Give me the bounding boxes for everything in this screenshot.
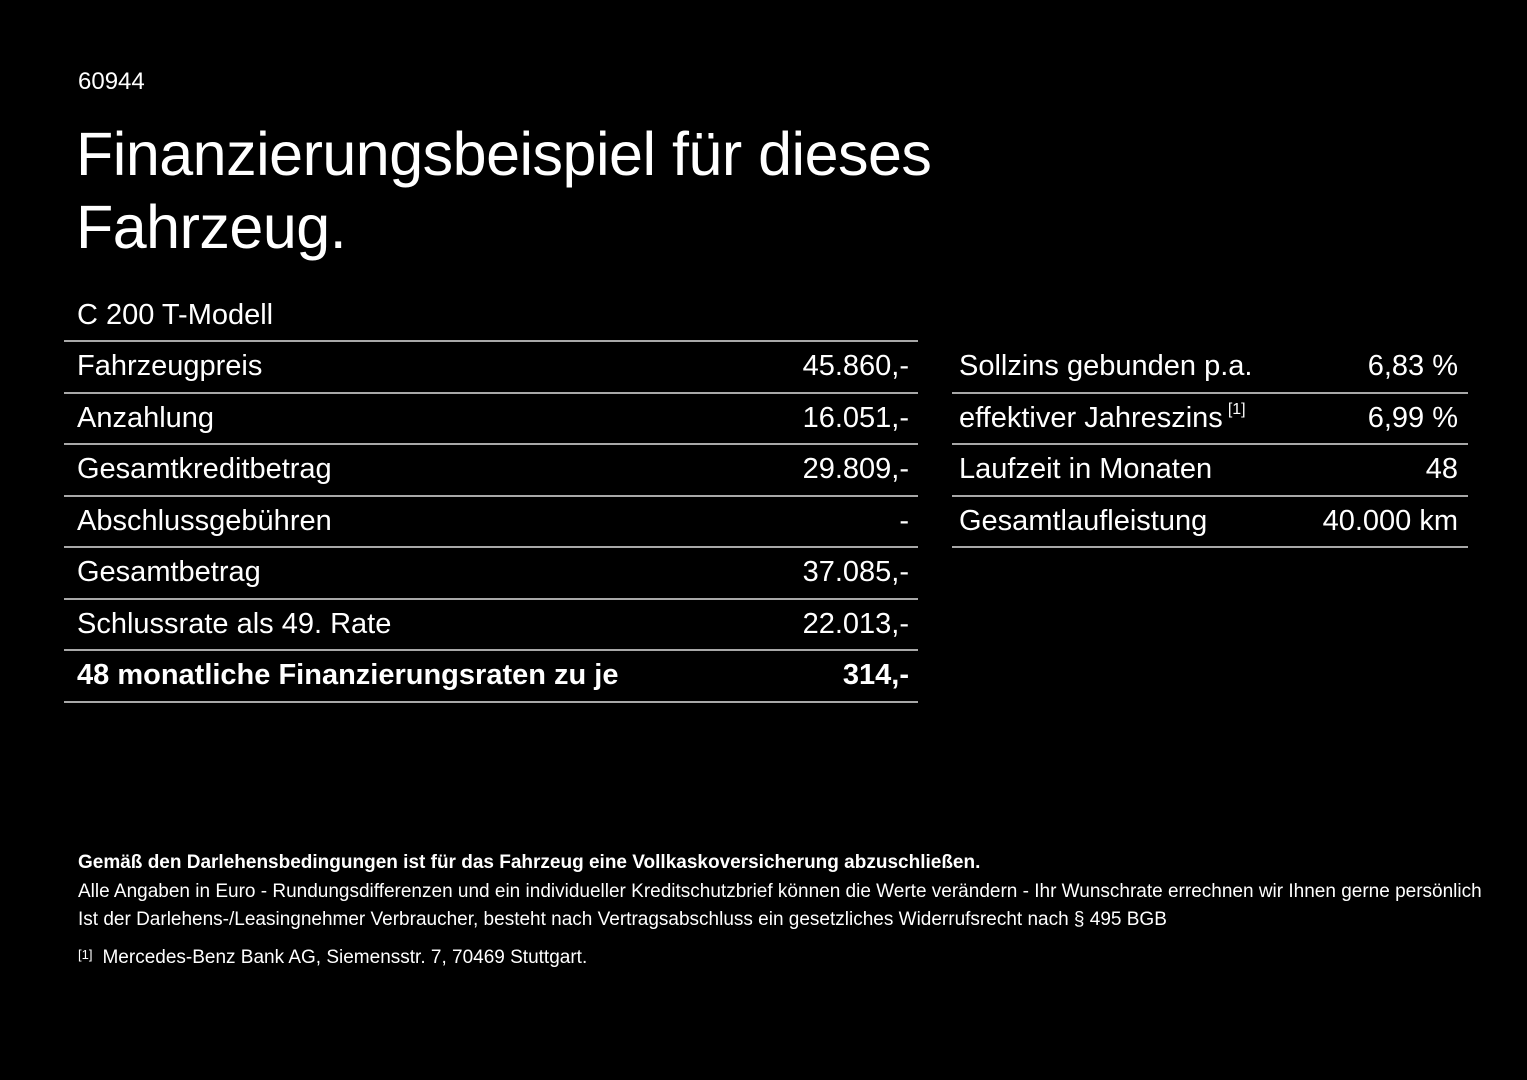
row-label: Fahrzeugpreis [77, 350, 263, 383]
row-value: - [899, 504, 909, 537]
row-value: 29.809,- [802, 453, 909, 486]
table-row-gesamtkreditbetrag [64, 445, 918, 497]
row-value: 6,99 % [1367, 401, 1458, 434]
footnote-reference: [1] [1227, 400, 1246, 418]
row-value: 22.013,- [802, 607, 909, 640]
row-label: Gesamtkreditbetrag [77, 453, 332, 486]
page-title [76, 118, 931, 264]
row-label: Gesamtlaufleistung [959, 504, 1208, 537]
table-row-sollzins [952, 342, 1468, 394]
row-value: 40.000 km [1322, 504, 1458, 537]
row-label: Abschlussgebühren [77, 504, 332, 537]
row-value: 16.051,- [802, 401, 909, 434]
footnote [78, 942, 1478, 971]
table-row-schlussrate [64, 600, 918, 652]
row-value: 6,83 % [1367, 350, 1458, 383]
row-label: Schlussrate als 49. Rate [77, 607, 392, 640]
title-line-2: Fahrzeug. [76, 193, 347, 261]
row-value: 48 [1425, 453, 1458, 486]
table-row-laufzeit [952, 445, 1468, 497]
row-value: 314,- [842, 659, 909, 692]
financing-details-table [64, 340, 918, 703]
table-row-gesamtlaufleistung [952, 497, 1468, 549]
row-label-text: effektiver Jahreszins [959, 401, 1223, 434]
euro-disclaimer-note: Alle Angaben in Euro - Rundungsdifferenzen und ein individueller Kreditschutzbrief können die Werte verändern - Ihr Wunschrate errechnen wir Ihnen gerne persönlich [78, 880, 1482, 902]
row-label: Anzahlung [77, 401, 215, 434]
row-label: 48 monatliche Finanzierungsraten zu je [77, 659, 619, 692]
table-row-fahrzeugpreis [64, 342, 918, 394]
row-label: Laufzeit in Monaten [959, 453, 1213, 486]
row-label: Sollzins gebunden p.a. [959, 350, 1253, 383]
row-label [959, 402, 1246, 435]
withdrawal-right-note: Ist der Darlehens-/Leasingnehmer Verbraucher, besteht nach Vertragsabschluss ein gesetzliches Widerrufsrecht nach § 495 BGB [78, 909, 1167, 930]
table-row-anzahlung [64, 394, 918, 446]
table-row-monatsrate [64, 651, 918, 703]
legal-footer [78, 849, 1482, 971]
listing-id: 60944 [78, 68, 145, 95]
footnote-text: Mercedes-Benz Bank AG, Siemensstr. 7, 70469 Stuttgart. [102, 946, 588, 968]
vehicle-model: C 200 T-Modell [77, 299, 274, 331]
table-row-effektiver-jahreszins [952, 394, 1468, 446]
row-label: Gesamtbetrag [77, 556, 261, 589]
row-value: 37.085,- [802, 556, 909, 589]
conditions-table [952, 342, 1468, 548]
insurance-requirement-note: Gemäß den Darlehensbedingungen ist für das Fahrzeug eine Vollkaskoversicherung abzuschließen. [78, 852, 981, 873]
title-line-1: Finanzierungsbeispiel für dieses [76, 120, 932, 188]
table-row-gesamtbetrag [64, 548, 918, 600]
table-row-abschlussgebuehren [64, 497, 918, 549]
footnote-marker: [1] [78, 946, 93, 962]
row-value: 45.860,- [802, 350, 909, 383]
